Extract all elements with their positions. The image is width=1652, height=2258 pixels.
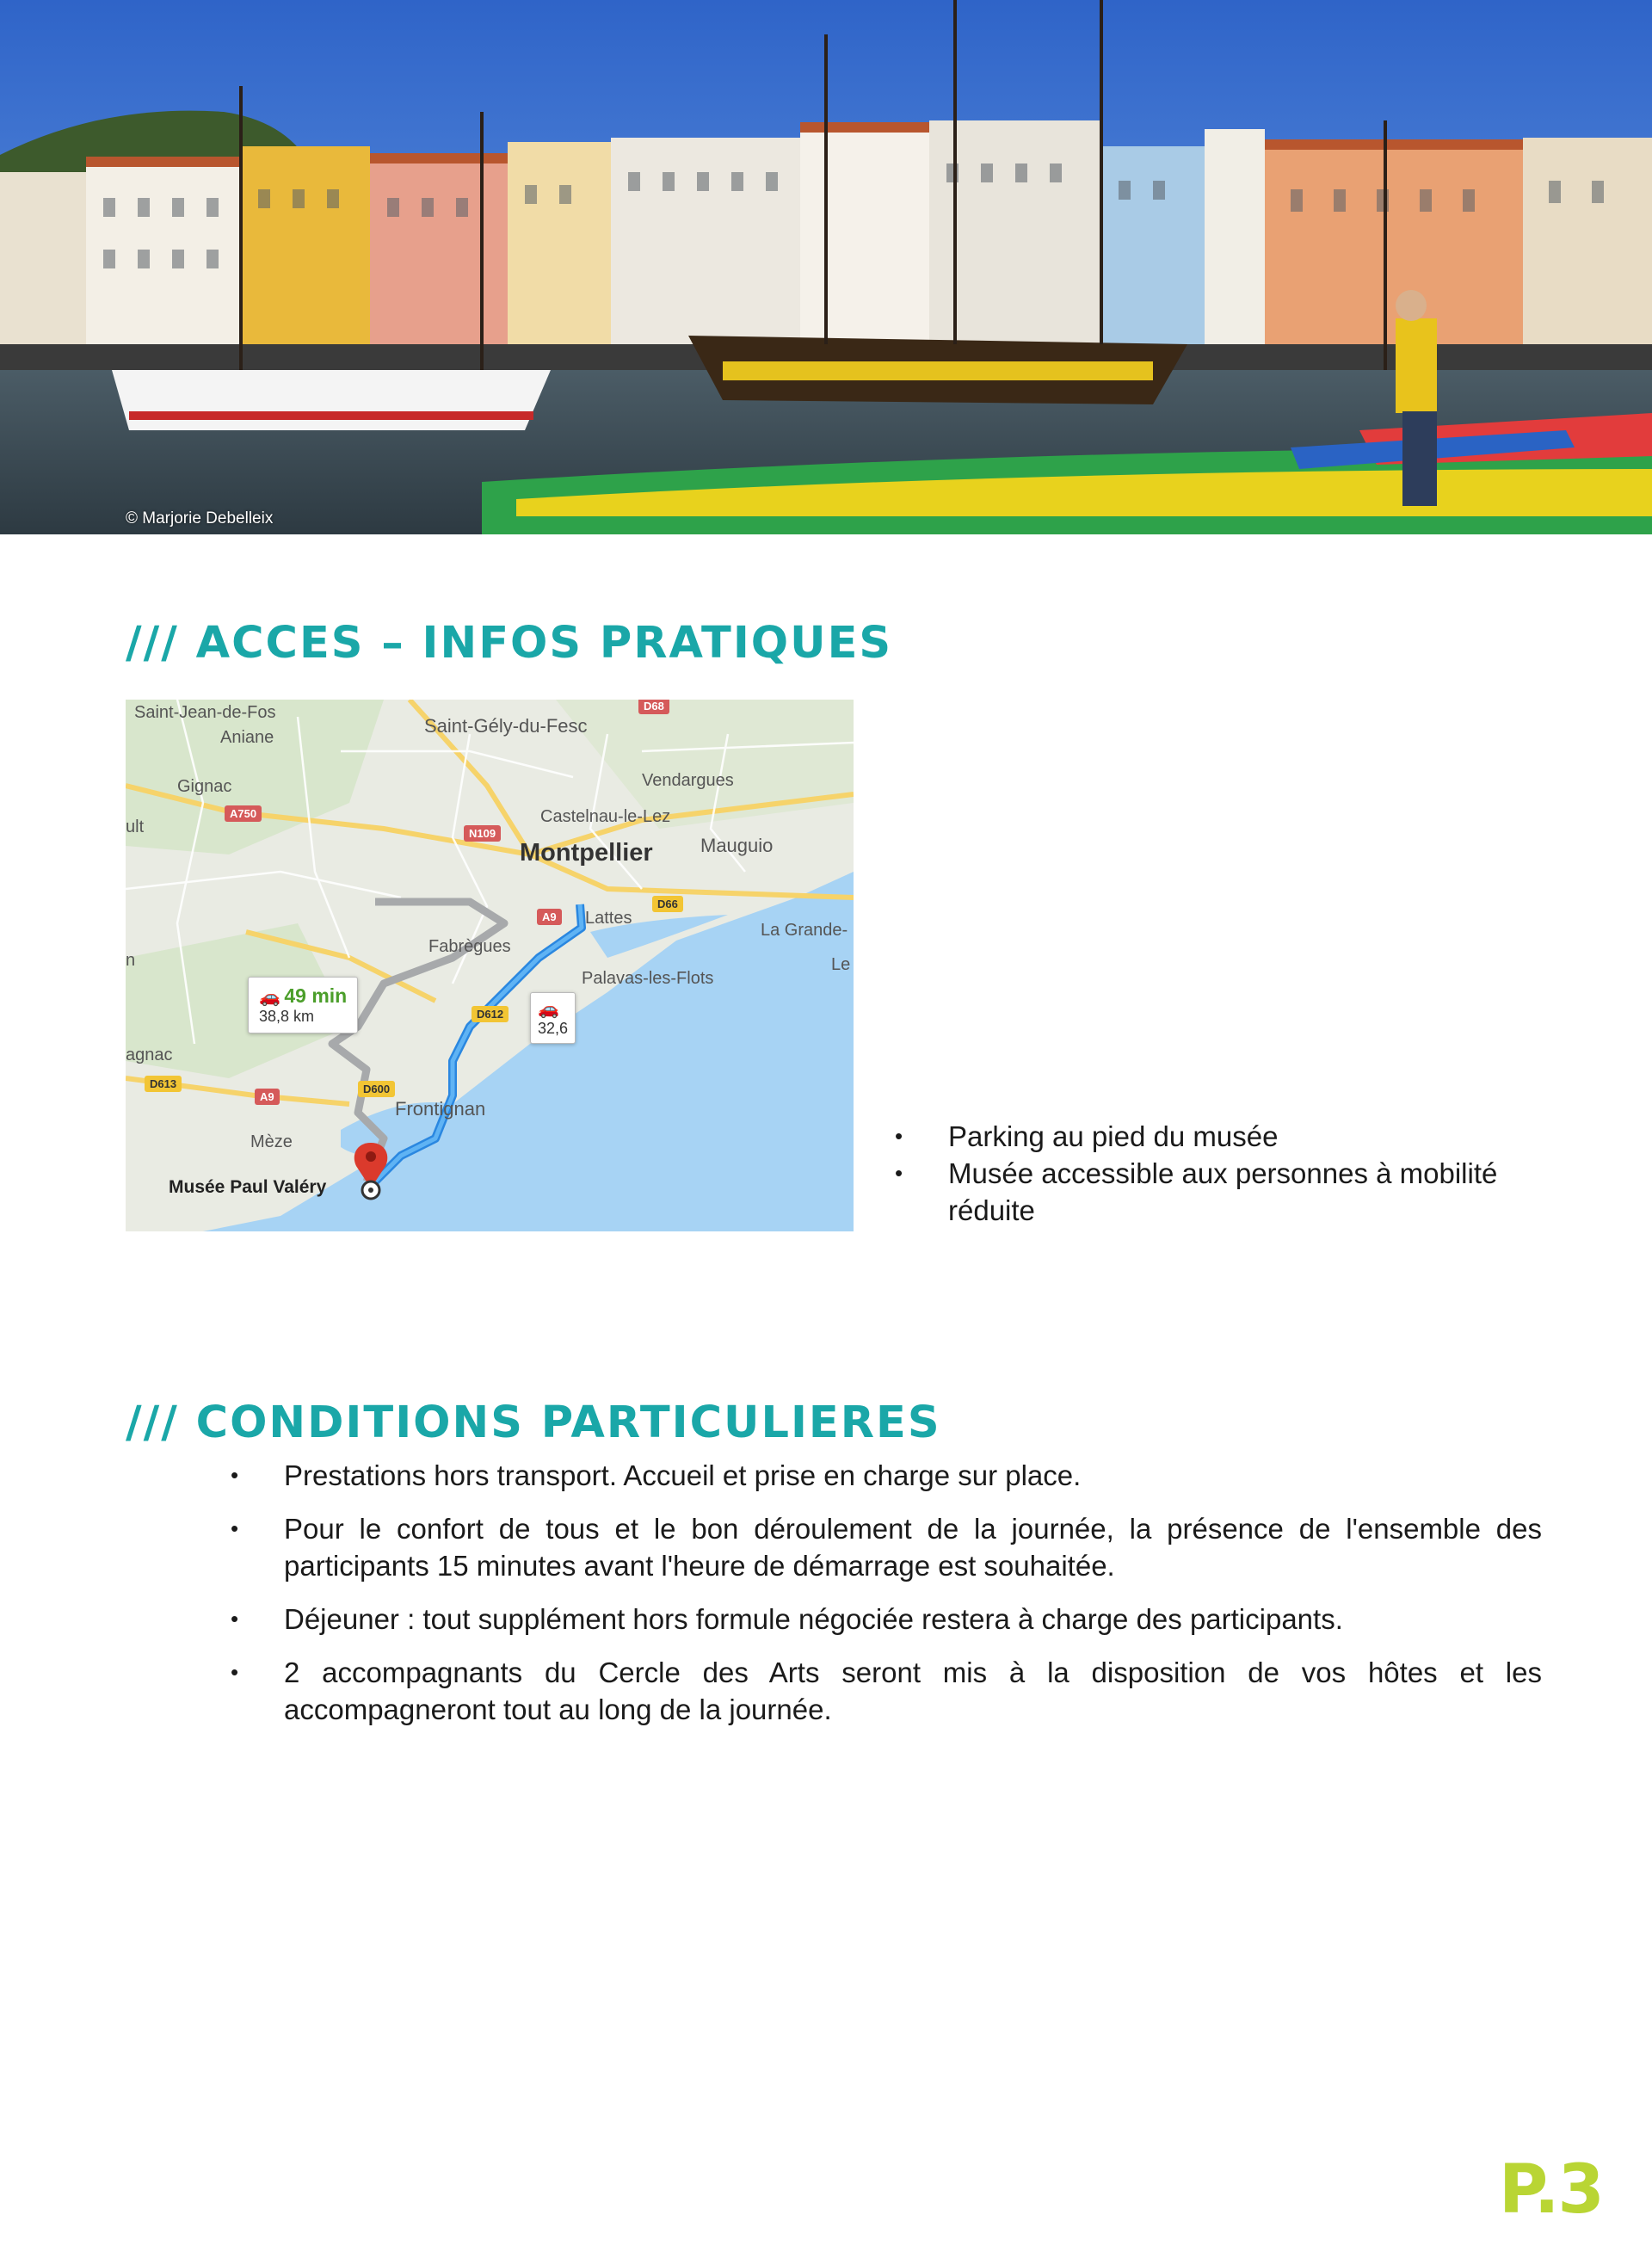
photo-credit: © Marjorie Debelleix	[126, 509, 274, 527]
map-place-label: Vendargues	[642, 771, 734, 790]
map-place-label: n	[126, 951, 136, 970]
list-item: • Parking au pied du musée	[895, 1118, 1549, 1155]
conditions-list	[231, 1457, 1542, 1744]
map-place-label: agnac	[126, 1046, 173, 1064]
map-road-label: D66	[652, 896, 683, 912]
car-icon: 🚗	[259, 988, 280, 1007]
bullet-icon: •	[231, 1659, 239, 1685]
map-place-label: Saint-Gély-du-Fesc	[424, 715, 588, 737]
map-road-label: A750	[225, 805, 262, 822]
map-place-label: Castelnau-le-Lez	[540, 807, 671, 826]
map-place-label: ult	[126, 817, 145, 836]
map-road-label: A9	[537, 909, 562, 925]
route-distance: 38,8 km	[259, 1008, 315, 1025]
map-place-label: Aniane	[220, 728, 274, 747]
route-map[interactable]	[126, 700, 854, 1231]
bullet-icon: •	[895, 1160, 903, 1186]
access-section-title: /// ACCES – INFOS PRATIQUES	[126, 618, 893, 669]
page-number: P.3	[1499, 2151, 1603, 2229]
list-item: • Prestations hors transport. Accueil et prise en charge sur place.	[231, 1457, 1542, 1494]
map-place-label: Mèze	[250, 1132, 293, 1151]
route-main-info[interactable]	[248, 977, 358, 1033]
car-icon: 🚗	[538, 1000, 559, 1019]
map-place-label: Saint-Jean-de-Fos	[134, 703, 276, 722]
map-road-label: D68	[638, 700, 669, 714]
list-item: • 2 accompagnants du Cercle des Arts seront mis à la disposition de vos hôtes et les accompagneront tout au long de la journée.	[231, 1654, 1542, 1728]
access-list	[895, 1118, 1549, 1229]
route-time: 49 min	[284, 984, 348, 1007]
conditions-section-title: /// CONDITIONS PARTICULIERES	[126, 1397, 941, 1448]
map-destination-label: Musée Paul Valéry	[169, 1177, 327, 1197]
map-place-label: Palavas-les-Flots	[582, 969, 714, 988]
bullet-icon: •	[231, 1462, 239, 1488]
map-place-label: Mauguio	[700, 835, 774, 856]
route-alt-distance: 32,6	[538, 1020, 569, 1037]
bullet-icon: •	[231, 1606, 239, 1632]
map-place-label: Gignac	[177, 777, 232, 796]
header-photo	[0, 0, 1652, 534]
list-item: • Musée accessible aux personnes à mobilité réduite	[895, 1155, 1549, 1229]
list-item: • Déjeuner : tout supplément hors formule négociée restera à charge des participants.	[231, 1601, 1542, 1638]
map-road-label: D600	[358, 1081, 395, 1097]
map-place-label: Le	[831, 955, 851, 974]
map-road-label: N109	[464, 825, 501, 842]
map-road-label: A9	[255, 1089, 280, 1105]
map-place-label: La Grande-	[761, 921, 848, 940]
list-item: • Pour le confort de tous et le bon déroulement de la journée, la présence de l'ensemble des participants 15 minutes avant l'heure de démarrage est souhaitée.	[231, 1510, 1542, 1584]
bullet-icon: •	[231, 1515, 239, 1541]
bullet-icon: •	[895, 1123, 903, 1149]
map-city-label: Montpellier	[520, 839, 653, 867]
route-alt-info[interactable]	[530, 992, 576, 1044]
map-place-label: Frontignan	[395, 1098, 486, 1120]
map-road-label: D613	[145, 1076, 182, 1092]
map-place-label: Fabrègues	[428, 937, 511, 956]
map-place-label: Lattes	[585, 909, 632, 928]
map-road-label: D612	[472, 1006, 509, 1022]
